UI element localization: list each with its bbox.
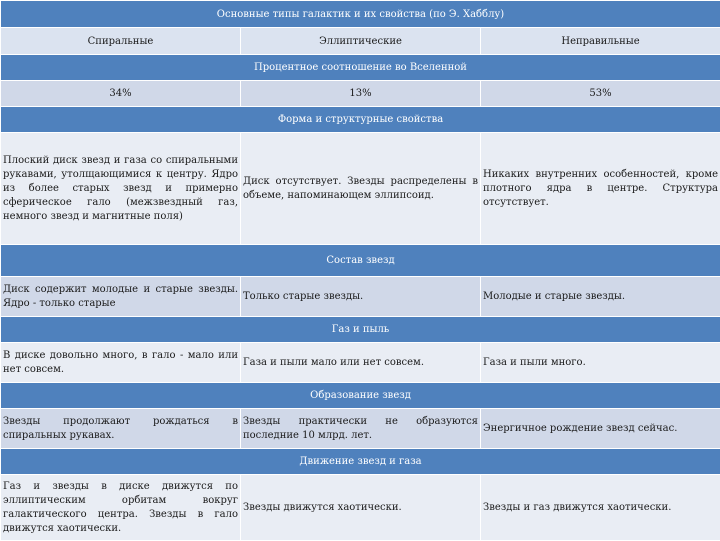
form-elliptical: Диск отсутствует. Звезды распределены в объеме, напоминающем эллипсоид. <box>241 133 481 245</box>
formation-elliptical: Звезды практически не образуются последние 10 млрд. лет. <box>241 409 481 449</box>
form-irregular: Никаких внутренних особенностей, кроме плотного ядра в центре. Структура отсутствует. <box>481 133 720 245</box>
gas-elliptical: Газа и пыли мало или нет совсем. <box>241 343 481 383</box>
section-heading-percent: Процентное соотношение во Вселенной <box>1 55 720 81</box>
column-header-irregular: Неправильные <box>481 28 720 55</box>
motion-spiral: Газ и звезды в диске движутся по эллиптическим орбитам вокруг галактического центра. Звезды в гало движутся хаотически. <box>1 475 241 541</box>
table-title: Основные типы галактик и их свойства (по Э. Хабблу) <box>1 1 720 28</box>
composition-elliptical: Только старые звезды. <box>241 277 481 317</box>
motion-elliptical: Звезды движутся хаотически. <box>241 475 481 541</box>
composition-irregular: Молодые и старые звезды. <box>481 277 720 317</box>
gas-spiral: В диске довольно много, в гало - мало или нет совсем. <box>1 343 241 383</box>
section-heading-composition: Состав звезд <box>1 245 720 277</box>
column-header-spiral: Спиральные <box>1 28 241 55</box>
gas-irregular: Газа и пыли много. <box>481 343 720 383</box>
section-heading-formation: Образование звезд <box>1 383 720 409</box>
column-header-elliptical: Эллиптические <box>241 28 481 55</box>
percent-spiral: 34% <box>1 81 241 107</box>
section-heading-gas: Газ и пыль <box>1 317 720 343</box>
section-heading-form: Форма и структурные свойства <box>1 107 720 133</box>
form-spiral: Плоский диск звезд и газа со спиральными рукавами, утолщающимися к центру. Ядро из более старых звезд и примерно сферическое гало (межзвездный газ, немного звезд и магнитные поля) <box>1 133 241 245</box>
percent-elliptical: 13% <box>241 81 481 107</box>
percent-irregular: 53% <box>481 81 720 107</box>
motion-irregular: Звезды и газ движутся хаотически. <box>481 475 720 541</box>
formation-irregular: Энергичное рождение звезд сейчас. <box>481 409 720 449</box>
formation-spiral: Звезды продолжают рождаться в спиральных рукавах. <box>1 409 241 449</box>
section-heading-motion: Движение звезд и газа <box>1 449 720 475</box>
composition-spiral: Диск содержит молодые и старые звезды. Ядро - только старые <box>1 277 241 317</box>
